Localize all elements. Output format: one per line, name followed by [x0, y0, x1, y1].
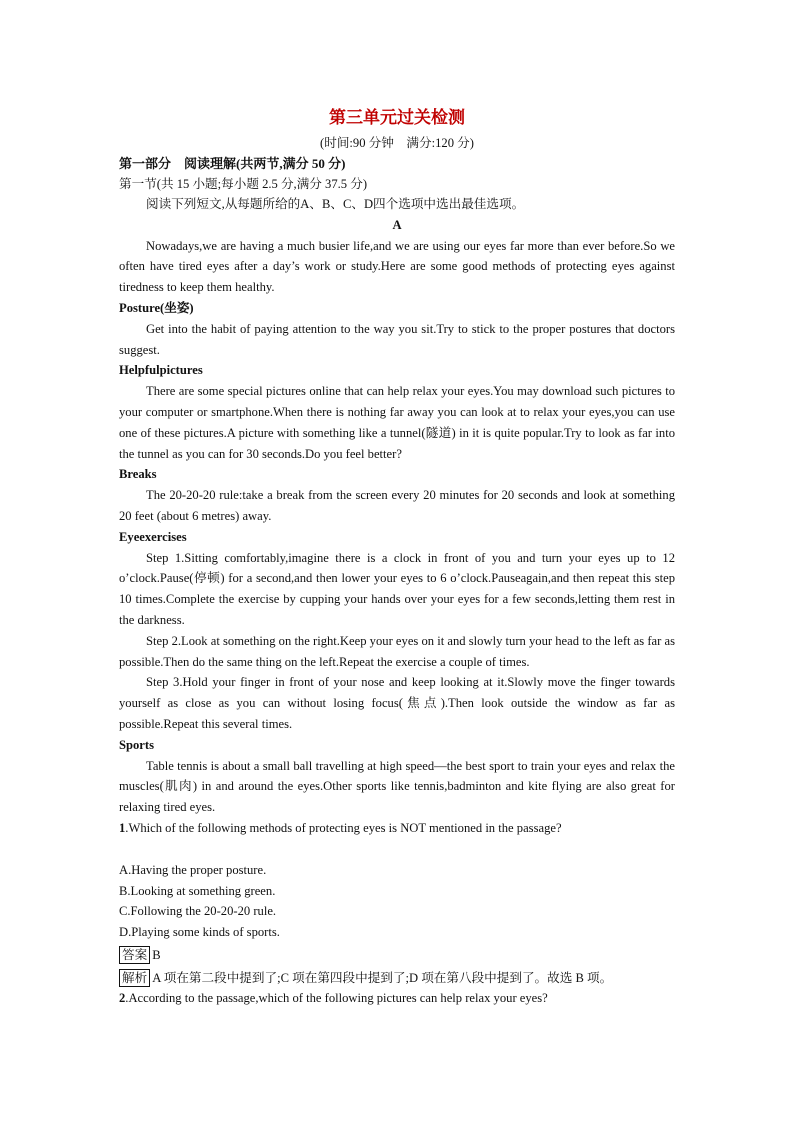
instruction: 阅读下列短文,从每题所给的A、B、C、D四个选项中选出最佳选项。 — [146, 197, 525, 211]
exercise-step-1: Step 1.Sitting comfortably,imagine there is a clock in front of you and turn your eyes up to 12 o’clock.Pause(停顿) for a second,and then lower your eyes to 6 o’clock.Pauseagain,and then repeat this step 10 times.Complete the exercise by cupping your hands over your eyes for a few seconds,letting them rest in the darkness. — [119, 550, 675, 627]
question-1-option-d: D.Playing some kinds of sports. — [119, 925, 280, 940]
section-heading: 第一节(共 15 小题;每小题 2.5 分,满分 37.5 分) — [119, 177, 368, 191]
question-2-number: 2 — [119, 991, 126, 1006]
answer-label: 答案 — [119, 946, 150, 964]
pictures-heading: Helpfulpictures — [119, 363, 203, 378]
explanation-text: A 项在第二段中提到了;C 项在第四段中提到了;D 项在第八段中提到了。故选 B 项。 — [152, 970, 613, 985]
breaks-heading: Breaks — [119, 467, 157, 482]
part-heading — [119, 154, 675, 174]
question-1-option-a: A.Having the proper posture. — [119, 862, 267, 877]
question-2 — [119, 988, 675, 1009]
sports-paragraph: Table tennis is about a small ball travelling at high speed—the best sport to train your eyes and relax the muscles(肌肉) in and around the eyes.Other sports like tennis,badminton and kite flying are also great for relaxing tired eyes. — [119, 758, 675, 815]
document-body — [119, 104, 675, 1009]
part-heading-text: 第一部分 阅读理解(共两节,满分 50 分) — [119, 156, 346, 171]
breaks-paragraph: The 20-20-20 rule:take a break from the screen every 20 minutes for 20 seconds and look at something 20 feet (about 6 metres) away. — [119, 488, 675, 523]
question-1-number: 1 — [119, 820, 126, 835]
answer-line — [119, 945, 675, 966]
spacer — [119, 839, 675, 860]
explanation-label: 解析 — [119, 969, 150, 987]
exercises-heading: Eyeexercises — [119, 529, 187, 544]
exam-info: (时间:90 分钟 满分:120 分) — [320, 136, 474, 150]
sports-heading: Sports — [119, 737, 154, 752]
answer-value: B — [152, 947, 161, 962]
intro-paragraph: Nowadays,we are having a much busier life,and we are using our eyes far more than ever before.So we often have tired eyes after a day’s work or study.Here are some good methods of protecting eyes against tiredness to keep them healthy. — [119, 238, 675, 295]
exercise-step-3: Step 3.Hold your finger in front of your nose and keep looking at it.Slowly move the finger towards yourself as close as you can without losing focus(焦点).Then look outside the window as far as possible.Repeat this several times. — [119, 675, 675, 731]
page-title: 第三单元过关检测 — [329, 108, 465, 127]
question-1 — [119, 818, 675, 839]
question-2-text: .According to the passage,which of the following pictures can help relax your eyes? — [125, 991, 548, 1006]
exercise-step-2: Step 2.Look at something on the right.Keep your eyes on it and slowly turn your head to the left as far as possible.Then do the same thing on the left.Repeat the exercise a couple of times. — [119, 633, 675, 669]
posture-heading: Posture(坐姿) — [119, 300, 194, 315]
passage-label: A — [392, 217, 402, 232]
explanation-line — [119, 968, 675, 989]
pictures-paragraph: There are some special pictures online that can help relax your eyes.You may download such pictures to your computer or smartphone.When there is nothing far away you can look at to relax your eyes,you can use one of these pictures.A picture with something like a tunnel(隧道) in it is quite popular.Try to look as far into the tunnel as you can for 30 seconds.Do you feel better? — [119, 384, 675, 461]
posture-paragraph: Get into the habit of paying attention to the way you sit.Try to stick to the proper postures that doctors suggest. — [119, 321, 675, 357]
question-1-option-b: B.Looking at something green. — [119, 883, 276, 898]
question-1-text: .Which of the following methods of protecting eyes is NOT mentioned in the passage? — [125, 820, 562, 835]
question-1-option-c: C.Following the 20-20-20 rule. — [119, 904, 277, 919]
